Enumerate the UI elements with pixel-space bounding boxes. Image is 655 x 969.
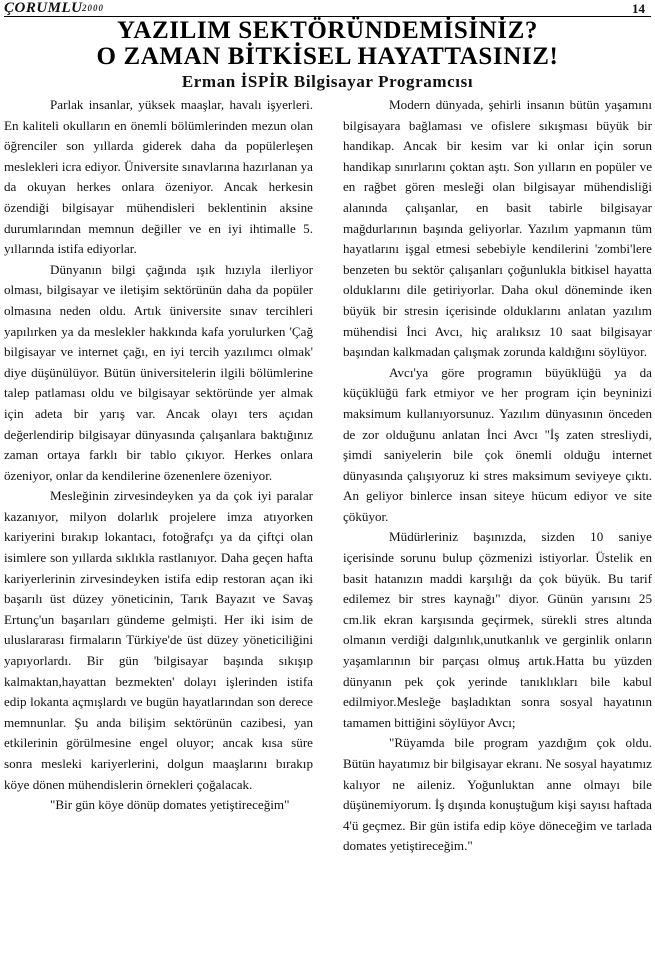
paragraph: Mesleğinin zirvesindeyken ya da çok iyi paralar kazanıyor, milyon dolarlık projelere imza atıyorken kariyerini bırakıp lokantacı, fotoğrafçı ya da çiftçi olan isimlere son yıllarda sıklıkla rastlanıyor. Daha geçen hafta kariyerlerinin zirvesindeyken istifa edip restoran açan iki başarılı üst düzey yöneticinin, Tarık Bayazıt ve Savaş Ertunç'un başarıları gündeme gelmişti. Her iki isim de uluslararası firmaların Türkiye'de üst düzey yöneticiliğini yapıyorlardı. Bir gün 'bilgisayar başında sıkışıp kalmaktan,hayattan bezmekten' dolayı işlerinden istifa edip lokanta açmışlardı ve bugün hayatlarından son derece memnunlar. Şu anda bilişim sektörünün cazibesi, yan etkilerinin görülmesine engel oluyor; ancak kısa süre sonra mesleki kariyerlerini, dolgun maaşlarını bırakıp köye dönen mühendislerin örnekleri çoğalacak. xyxy=(4,488,313,792)
newspaper-logo: ÇORUMLU xyxy=(4,0,83,16)
page-number: 14 xyxy=(632,1,645,16)
subheading-quote: "Bir gün köye dönüp domates yetiştireceğim" xyxy=(50,797,290,813)
paragraph: Parlak insanlar, yüksek maaşlar, havalı işyerleri. En kaliteli okulların en önemli bölümlerinden mezun olan öğrenciler son yıllarda giderek daha da popülerleşen meslekleri icra ediyor. Üniversite sınavlarına hazırlanan ya da okuyan herkes onlara özeniyor. Ancak herkesin özendiği bilgisayar mühendisleri beklentinin aksine durumlarından memnun değiller ve en iyi ihtimalle 5. yıllarında istifa ediyorlar. xyxy=(4,97,313,257)
left-column xyxy=(4,95,313,816)
article-title-line-2: O ZAMAN BİTKİSEL HAYATTASINIZ! xyxy=(96,43,559,70)
article-byline: Erman İSPİR Bilgisayar Programcısı xyxy=(181,72,474,91)
paragraph: "Rüyamda bile program yazdığım çok oldu. Bütün hayatımız bir bilgisayar ekranı. Ne sosyal hayatımız kalıyor ne aileniz. Yoğunluktan anne olmayı bile düşünemiyorum. İş dışında konuştuğum kişi sayısı haftada 4'ü geçmez. Bir gün istifa edip köye döneceğim ve tarlada domates yetiştireceğim." xyxy=(343,735,652,854)
paragraph: Avcı'ya göre programın büyüklüğü ya da küçüklüğü fark etmiyor ve her program için beyninizi maksimum kullanıyorsunuz. Yazılım dünyasının önceden de zor olduğunu anlatan İnci Avcı "İş zaten stresliydi, şimdi saniyelerin bile çok önemli olduğu internet dünyasında çalışıyoruz ki stres maksimum seviyeye çıktı. An geliyor binlerce insan siteye hücum ediyor ve site çöküyor. xyxy=(343,364,652,524)
paragraph: Dünyanın bilgi çağında ışık hızıyla ilerliyor olması, bilgisayar ve iletişim sektörünün daha da popüler olmasına neden oldu. Artık üniversite sınav tercihleri yapılırken ya da meslekler hakkında kafa yorulurken 'Çağ bilgisayar ve internet çağı, en iyi tercih yazılımcı olmak' diye düşünülüyor. Bütün üniversitelerin ilgili bölümlerine talep patlaması oldu ve bilgisayar sektöründe yer almak için adeta bir yarış var. Ancak olayı ters açıdan değerlendirip bilgisayar dünyasında çalışanlara baktığınız zaman ortaya farklı bir tablo çıkıyor. Herkes onlara özeniyor, onlar da kendilerine özenenlere özeniyor. xyxy=(4,261,313,483)
right-column xyxy=(343,95,652,857)
article-title-line-1: YAZILIM SEKTÖRÜNDEMİSİNİZ? xyxy=(116,17,539,44)
newspaper-year: 2000 xyxy=(82,3,104,13)
page-header xyxy=(4,0,651,17)
paragraph: Modern dünyada, şehirli insanın bütün yaşamını bilgisayara bağlaması ve ofislere sıkışması büyük bir handikap. Ancak bir kesim var ki onlar için sorun handikap sınırlarını çoktan aştı. Son yılların en popüler ve en rağbet gören mesleği olan bilgisayar mühendisliği alanında çalışanlar, en basit tabirle bilgisayar mağdurlarının başında geliyorlar. Yazılım yapmanın tüm hayatlarını işgal etmesi sebebiyle kendilerini 'zombi'lere benzeten bu sektör çalışanları çoğunlukla bitkisel hayatta olduklarını dile getiriyorlar. Daha okul döneminde iken büyük bir stresin içerisinde olduklarını anlatan yazılım mühendisi İnci Avcı, hiç aralıksız 10 saat bilgisayar başından kalkmadan çalışmak zorunda kaldığını söylüyor. xyxy=(343,97,652,360)
paragraph: Müdürleriniz başınızda, sizden 10 saniye içerisinde sorunu bulup çözmenizi istiyorlar. Üstelik en basit hatanızın maddi karşılığı da çok büyük. Bu tarif edilemez bir stres kaynağı" diyor. Günün yarısını 25 cm.lik ekran karşısında geçirmek, sürekli stres altında olmanın verdiği dalgınlık,unutkanlık ve gerginlik onların yaşamlarının bir parçası olmuş artık.Hatta bu yüzden dünyanın pek çok yerinde tanıklıkları bile kabul edilmiyor.Mesleğe başladıktan sonra sosyal hayatının tamamen bittiğini söylüyor Avcı; xyxy=(343,529,652,730)
